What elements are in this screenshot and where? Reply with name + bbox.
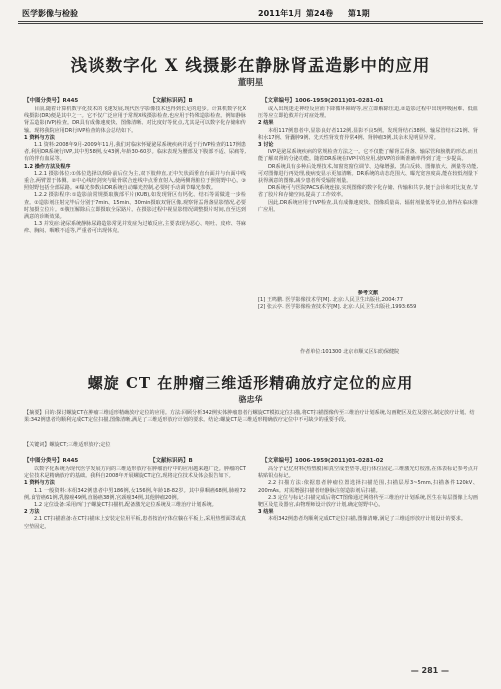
paragraph: 1.2.1 摄影体位:①体位选择以仰卧前后位为主,双下肢伸直,正中矢状面垂直台面并与台面中线重合,两臂置于体侧。②中心线经剑突与耻骨联合连线中点垂直射入,使两侧肾脏位于照射野中心。③照射野包括全部尿路。④曝光参数由DR系统自动曝光控制,必要时手动调节曝光参数。 [24,170,246,192]
reference-item: [2] 张云亭. 医学影像检查技术学[M]. 北京:人民卫生出版社,1993:659 [258,304,417,311]
article2-right-column [258,466,478,656]
section-heading: 3 讨论 [258,142,274,149]
paragraph: 以数字化系统为现代医学发展方向的三维适形放疗在肿瘤治疗中的应用越来越广泛。肿瘤的CT定位技术是精确放疗的基础。我科自2008年开展螺旋CT定位,现将定位技术及体会报告如下。 [24,466,246,480]
paragraph: DR系统可与医院PACS系统连接,实现图像的数字化存储、传输和共享,便于会诊和对比复查,节省了胶片和存储空间,提高了工作效率。 [258,185,478,199]
paragraph: IVP是泌尿系统疾病的常规检查方法之一。它不仅能了解肾盂肾盏、输尿管和膀胱的形态,而且能了解双肾的分泌功能。随着DR系统在IVP中的应用,使IVP的诊断准确率得到了进一步提高。 [258,149,478,163]
article2-author: 骆忠华 [238,395,263,404]
article2-left-column [24,466,246,656]
article2-title: 螺旋 CT 在肿瘤三维适形精确放疗定位的应用 [87,374,414,392]
article1-left-column [24,106,246,364]
paragraph: 因此,DR系统应用于IVP检查,具有成像速度快、图像质量高、辐射剂量低等优点,值得在临床推广应用。 [258,199,478,213]
page-number: — 281 — [410,666,449,675]
running-header [22,6,479,20]
article1-title: 浅谈数字化 X 线摄影在静脉肾盂造影中的应用 [70,56,431,75]
article1-article-no: 【文章编号】1006-1959(2011)01-0281-01 [262,98,384,104]
paragraph: 1.2 定位设备:采用西门子螺旋CT扫描机,配备激光定位系统及三维治疗计划系统。 [34,502,217,509]
article1-doc-code: 【文献标识码】B [150,98,193,104]
section-heading: 2 方法 [24,509,40,516]
section-heading: 1.2 操作方法及程序 [24,163,71,170]
paragraph: DR系统具有多种后处理技术,如窗宽窗位调节、边缘增强、黑白反转、图像放大、测量等功能,可对图像进行再处理,使病变显示更加清晰。DR系统的动态范围大、曝光宽容度高,能在较低剂量下获得满意的图像,减少患者所受辐射剂量。 [258,163,478,185]
paragraph: 1.1 一般资料:本组342例患者中男186例,女156例,年龄18-82岁。其中鼻咽癌68例,肺癌72例,食管癌61例,乳腺癌49例,直肠癌38例,宫颈癌34例,其他肿瘤20例。 [24,487,246,501]
paragraph: 2.2 扫描方法:依据患者肿瘤位置选择扫描范围,扫描层厚3~5mm,扫描条件120kV、200mAs。对需增强扫描者经静脉注射造影剂后扫描。 [258,480,478,494]
header-rule [18,21,483,22]
paragraph: 1.2.2 摄影程序:①造影前常规摄取腹部平片(KUB),如发现肾区有钙化、结石等需做进一步检查。②造影剂注射完毕后分别于7min、15min、30min摄取双肾区像,观察肾盂肾盏显影情况,必要时加摄立位片。⑤腹压解除后立即摄取全尿路片。在摄影过程中视显影情况调整摄片时间,直至达到满意的诊断效果。 [24,192,246,221]
reference-item: [1] 王鸣鹏. 医学影像技术学[M]. 北京:人民卫生出版社,2004:77 [258,297,403,304]
references-title: 参考文献 [357,290,379,296]
volume-label: 第24卷 [306,8,334,18]
article1-clc: 【中图分类号】R445 [24,98,79,104]
article2-clc: 【中图分类号】R445 [24,458,79,464]
article2-article-no: 【文章编号】1006-1959(2011)01-0281-02 [262,458,384,464]
article1-author: 董明星 [237,78,264,88]
paragraph: 高分子记忆材料(热塑膜)和真空成型垫等,进行体位固定,三维激光灯校准,在体表标记参考点并粘贴铅点标记。 [258,466,478,480]
paragraph: 本组117例患者中,显影良好者112例,显影不良5例。发现肾结石38例、输尿管结石21例、肾积水17例、肾囊肿9例、先天性肾发育异常4例、肾肿瘤3例,其余未见明显异常。 [258,127,478,141]
issue-label: 第1期 [348,8,370,18]
paragraph: 本组342例患者均顺利完成CT定位扫描,图像清晰,满足了三维适形放疗计划设计的要求。 [268,516,466,523]
article2-keywords: 【关键词】螺旋CT;三维适形放疗;定位 [24,442,111,448]
paragraph: 2.3 定位与标记:扫描完成后将CT图像通过网络传至三维治疗计划系统,医生在每层图像上勾画靶区及危及器官,由物理师设计放疗计划,确定射野中心。 [258,494,478,509]
paragraph: 2.1 CT扫描准备:在CT扫描床上安装定位用平板,患者按治疗体位躺在平板上,采用热塑面罩或真空垫固定。 [24,516,246,530]
section-heading: 3 结果 [258,509,274,516]
article1-affiliation: 作者单位:101300 北京市顺义区妇幼保健院 [300,349,400,355]
header-rule-thin [18,23,483,24]
section-heading: 1 资料与方法 [24,480,55,487]
article2-doc-code: 【文献标识码】B [150,458,193,464]
paragraph: 或入出现迷走神经反应而下降循环障碍等,应立即解除压迫,②造影过程中出现呼吸困难、低血压等应立即抢救并行对症处理。 [258,106,478,120]
article1-references [258,290,478,334]
article1-right-column [258,106,478,286]
journal-name: 医学影像与检验 [22,8,78,18]
issue-date: 2011年1月 [258,8,302,18]
article2-abstract: 【摘要】目的:探讨螺旋CT在肿瘤三维适形精确放疗定位的应用。方法:回顾分析342例实体肿瘤患者行螺旋CT模拟定位扫描,将CT扫描图像传至三维治疗计划系统,勾画靶区及危及器官,制定放疗计划。结果:342例患者均顺利完成CT定位扫描,图像清晰,满足了三维适形放疗计划的要求。结论:螺旋CT是三维适形精确放疗定位中不可缺少的重要手段。 [24,410,475,424]
section-heading: 1 资料与方法 [24,134,55,141]
paragraph: 1.1 资料:2008年9月-2009年11月,我们对临床怀疑泌尿系统疾病并适于行IVP检查的117例患者,利用DR系统行IVP,其中男58例,女43例,年龄30-60岁。临床表现为腰部及下腹部不适、尿痛等,有的伴有血尿等。 [24,142,246,163]
section-heading: 2 结果 [258,120,274,127]
paragraph: 目前,随着计算机数字化技术的飞速发展,现代医学影像技术也得到长足的进步。计算机数字化X线摄影(DR)便是其中之一。它不仅广泛应用于常规X线摄影检查,也应用于特殊造影检查。例如静脉肾盂造影(IVP)检查。DR具有成像速度快、图像清晰、对比度好等优点,尤其是可以数字化存储和传输。现将我院应用DR行IVP检查的体会总结如下。 [24,106,246,134]
paragraph: 1.3 并发症:泌尿系统静脉尿路造影常见并发症为过敏反应,主要表现为恶心、呕吐、皮疹、荨麻疹、胸闷、咽喉不适等,严重者可出现休克。 [24,221,246,235]
